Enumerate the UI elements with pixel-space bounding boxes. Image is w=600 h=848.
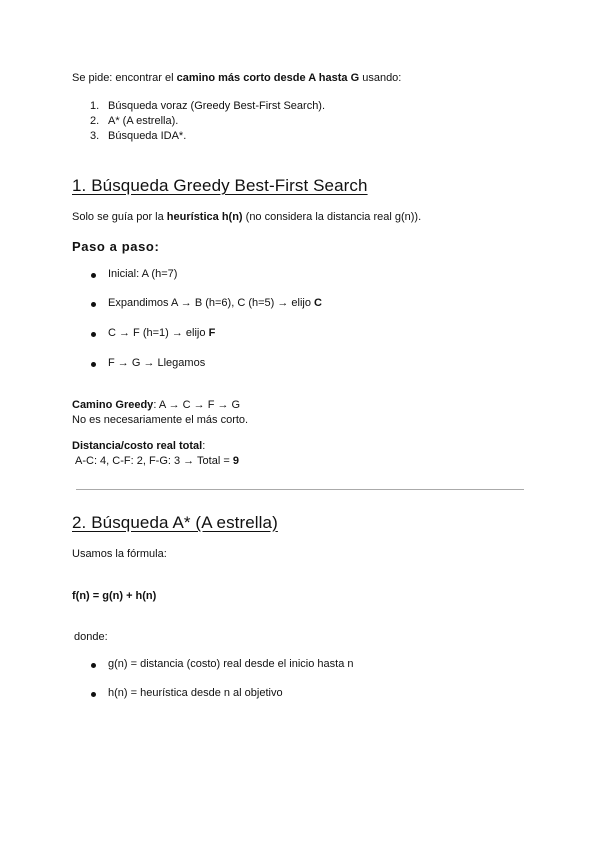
section1-desc-bold: heurística h(n) — [166, 211, 243, 223]
bullet-icon — [91, 362, 96, 367]
section1-heading: 1. Búsqueda Greedy Best-First Search — [72, 176, 368, 195]
greedy-path-note: No es necesariamente el más corto. — [72, 414, 249, 426]
bullet-icon — [91, 302, 96, 307]
list-item — [90, 658, 354, 673]
distance-value-line — [72, 454, 239, 469]
intro-bold: camino más corto desde A hasta G — [176, 72, 360, 84]
section1-description — [72, 211, 421, 223]
step-bold: C — [314, 297, 322, 309]
step-text: Expandimos A → B (h=6), C (h=5) → elijo — [108, 297, 315, 309]
distance-label: Distancia/costo real total — [72, 440, 203, 452]
step-text: F → G → Llegamos — [108, 357, 206, 369]
list-item — [90, 268, 177, 283]
list-item — [90, 357, 205, 372]
step-list — [90, 327, 215, 342]
formula: f(n) = g(n) + h(n) — [72, 590, 157, 602]
distance-total: 9 — [232, 455, 239, 467]
list-item — [90, 99, 325, 114]
step-list — [90, 297, 322, 312]
list-text: Búsqueda IDA*. — [108, 130, 187, 142]
greedy-path-value: : A → C → F → G — [153, 399, 241, 411]
bullet-icon — [91, 332, 96, 337]
section2-description: Usamos la fórmula: — [72, 548, 167, 560]
horizontal-divider — [76, 489, 524, 490]
list-item — [90, 297, 322, 312]
list-text: Búsqueda voraz (Greedy Best-First Search). — [108, 100, 326, 112]
list-number: 2. — [90, 115, 100, 127]
list-number: 3. — [90, 130, 100, 142]
list-item — [90, 129, 325, 144]
step-bold: F — [208, 327, 216, 339]
distance-label-line — [72, 439, 239, 454]
definition-list — [90, 658, 354, 673]
bullet-icon — [91, 663, 96, 668]
distance-colon: : — [202, 440, 206, 452]
step-list — [90, 268, 177, 283]
section1-desc-suffix: (no considera la distancia real g(n)). — [242, 211, 422, 223]
list-text: A* (A estrella). — [108, 115, 179, 127]
step-list — [90, 357, 205, 372]
intro-suffix: usando: — [359, 72, 402, 84]
list-number: 1. — [90, 100, 100, 112]
list-item — [90, 687, 283, 702]
definition-text: h(n) = heurística desde n al objetivo — [108, 687, 283, 699]
step-text: Inicial: A (h=7) — [108, 268, 178, 280]
definition-list — [90, 687, 283, 702]
steps-title: Paso a paso: — [72, 239, 160, 254]
greedy-path-block — [72, 398, 248, 428]
bullet-icon — [91, 273, 96, 278]
greedy-path-line — [72, 398, 248, 413]
intro-prefix: Se pide: encontrar el — [72, 72, 177, 84]
list-item — [90, 114, 325, 129]
list-item — [90, 327, 215, 342]
greedy-path-label: Camino Greedy — [72, 399, 154, 411]
section2-heading: 2. Búsqueda A* (A estrella) — [72, 513, 278, 532]
distance-value: A-C: 4, C-F: 2, F-G: 3 → Total = — [75, 455, 233, 467]
step-text: C → F (h=1) → elijo — [108, 327, 209, 339]
donde-label: donde: — [74, 631, 108, 643]
bullet-icon — [91, 692, 96, 697]
task-list — [90, 99, 325, 144]
definition-text: g(n) = distancia (costo) real desde el inicio hasta n — [108, 658, 354, 670]
section1-desc-prefix: Solo se guía por la — [72, 211, 167, 223]
distance-block — [72, 439, 239, 469]
intro-paragraph — [72, 72, 401, 84]
